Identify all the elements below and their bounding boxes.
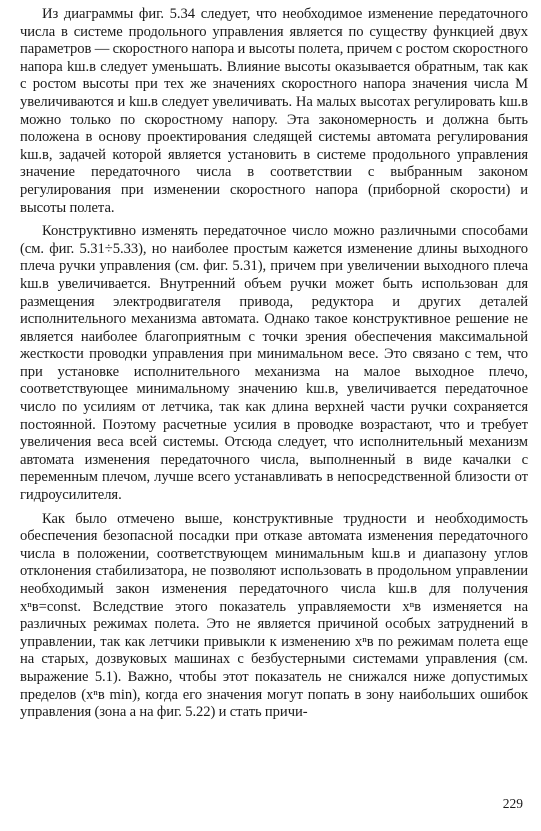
paragraph-3 <box>20 511 528 722</box>
paragraph-3-text: Как было отмечено выше, конструктивные трудности и необходимость обеспечения безопасной посадки при отказе автомата изменения передаточного числа в положении, соответствующем минимальным kш.в и диапазону углов отклонения стабилизатора, не позволяют использовать в продольном управлении необходимый закон изменения передаточного числа kш.в для получения xⁿв=const. Вследствие этого показатель управляемости xⁿв изменяется на различных режимах полета. Это не является причиной особых затруднений в управлении, так как летчики привыкли к изменению xⁿв по режимам полета еще на старых, дозвуковых машинах с безбустерными системами управления (см. выражение 5.1). Важно, чтобы этот показатель не снижался ниже допустимых пределов (xⁿв min), когда его значения могут попать в зону наибольших ошибок управления (зона a на фиг. 5.22) и стать причи- <box>20 510 528 721</box>
paragraph-1-text: Из диаграммы фиг. 5.34 следует, что необходимое изменение передаточного числа в системе продольного управления является по существу функцией двух параметров — скоростного напора и высоты полета, причем с ростом скоростного напора kш.в следует уменьшать. Влияние высоты оказывается обратным, так как с ростом высоты при тех же значениях скоростного напора значения числа М увеличиваются и kш.в следует увеличивать. На малых высотах регулировать kш.в можно только по скоростному напору. Эта закономерность и должна быть положена в основу проектирования следящей системы автомата регулирования kш.в, задачей которой является установить в системе продольного управления значение передаточного числа в соответствии с выбранным законом регулирования при изменении скоростного напора (приборной скорости) и высоты полета. <box>20 6 528 216</box>
paragraph-2-text: Конструктивно изменять передаточное число можно различными способами (см. фиг. 5.31÷5.33), но наиболее простым кажется изменение длины выходного плеча ручки управления (см. фиг. 5.31), причем при увеличении выходного плеча kш.в увеличивается. Внутренний объем ручки может быть использован для размещения электродвигателя привода, редуктора и других деталей исполнительного механизма автомата. Однако такое конструктивное решение не является наиболее благоприятным с точки зрения обеспечения максимальной жесткости проводки управления при минимальном весе. Это связано с тем, что при установке исполнительного механизма на малое выходное плечо, соответствующее минимальному значению kш.в, увеличивается передаточное число по усилиям от летчика, так как длина верхней части ручки сохраняется постоянной. Поэтому расчетные усилия в проводке возрастают, что и требует увеличения веса всей системы. Отсюда следует, что исполнительный механизм автомата изменения передаточного числа, выполненный в виде качалки с переменным плечом, лучше всего устанавливать в непосредственной близости от гидроусилителя. <box>20 223 528 504</box>
page-body <box>20 6 528 722</box>
paragraph-1 <box>20 6 528 217</box>
paragraph-2 <box>20 223 528 505</box>
page-number: 229 <box>502 796 523 811</box>
